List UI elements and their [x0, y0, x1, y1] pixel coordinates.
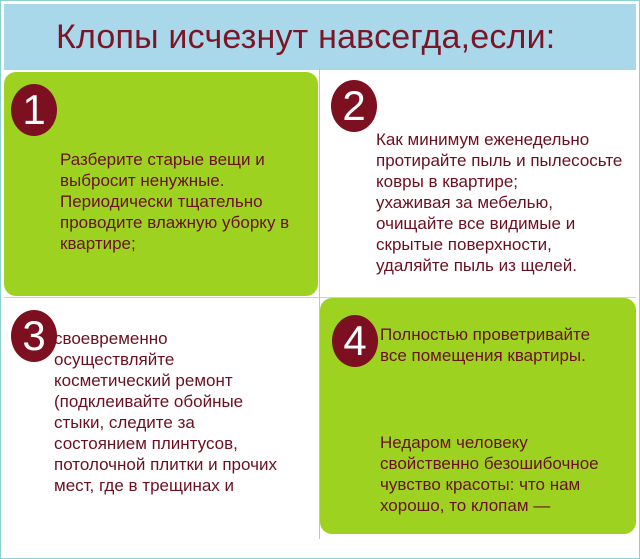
- header-banner: [4, 4, 636, 70]
- number-badge-4: 4: [332, 315, 378, 367]
- tip-text-3: своевременно осуществляйте косметический ремонт (подклеивайте обойные стыки, следите за состоянием плинтусов, потолочной плитки и прочих мест, где в трещинах и: [54, 329, 277, 495]
- number-badge-3: 3: [11, 310, 57, 362]
- number-badge-2: 2: [331, 80, 377, 132]
- tip-text-4-extra: Недаром человеку свойственно безошибочное чувство красоты: что нам хорошо, то клопам —: [380, 433, 599, 515]
- tip-text-2: Как минимум еженедельно протирайте пыль и пылесосьте ковры в квартире; ухаживая за мебелью, очищайте все видимые и скрытые поверхности, удаляйте пыль из щелей.: [376, 130, 623, 275]
- page-title: Клопы исчезнут навсегда,если:: [56, 18, 556, 56]
- number-badge-1: 1: [11, 84, 57, 136]
- tip-text-4: Полностью проветривайте все помещения квартиры.: [380, 325, 591, 365]
- tip-text-1: Разберите старые вещи и выбросит ненужные. Периодически тщательно проводите влажную уборку в квартире;: [60, 150, 290, 253]
